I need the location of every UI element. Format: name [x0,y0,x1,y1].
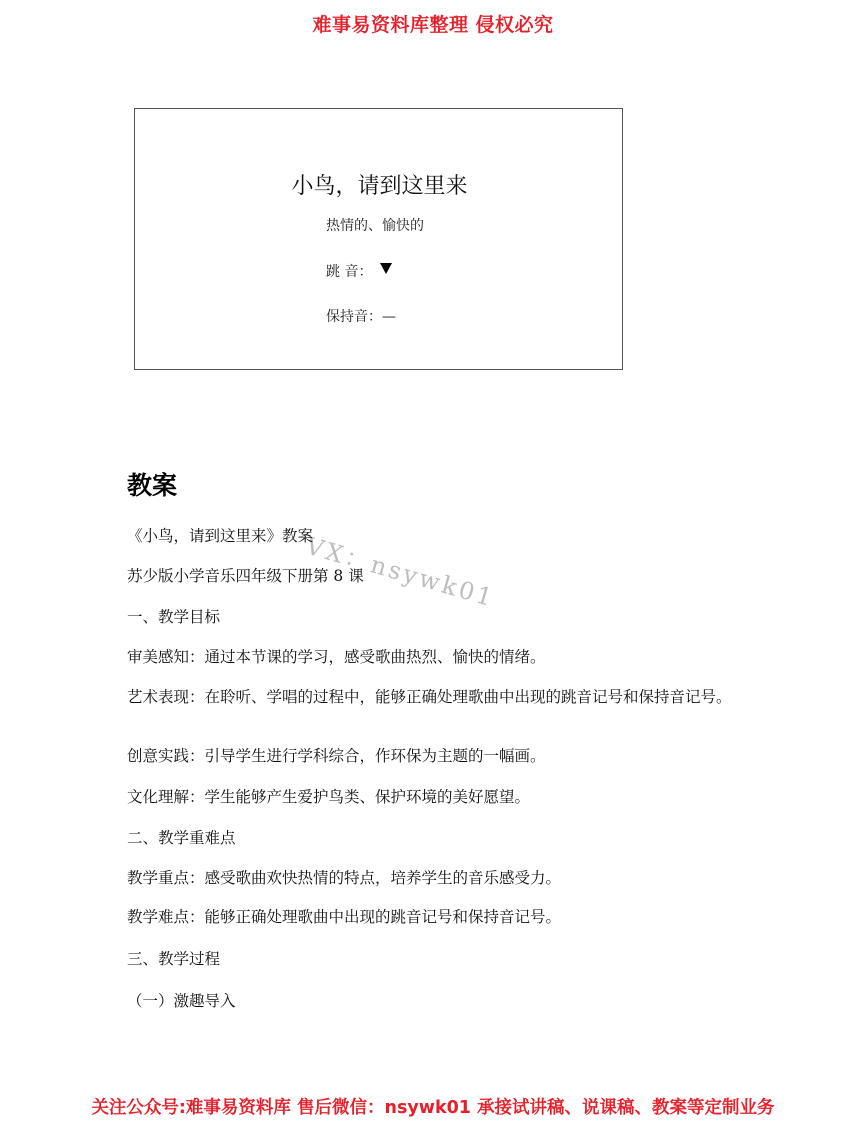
section-title-goals: 一、教学目标 [127,608,221,626]
section-title-keypoints: 二、教学重难点 [127,829,236,847]
goal-culture: 文化理解：学生能够产生爱护鸟类、保护环境的美好愿望。 [127,788,531,806]
goal-performance: 艺术表现：在聆听、学唱的过程中，能够正确处理歌曲中出现的跳音记号和保持音记号。 [127,688,732,706]
header-banner: 难事易资料库整理 侵权必究 [312,14,554,36]
watermark: VX：nsywk01 [302,531,499,613]
song-title: 小鸟，请到这里来 [291,174,468,199]
goal-creative: 创意实践：引导学生进行学科综合，作环保为主题的一幅画。 [127,747,546,765]
song-mood: 热情的、愉快的 [326,218,424,234]
grade-line: 苏少版小学音乐四年级下册第 8 课 [127,567,364,585]
process-step-intro: （一）激趣导入 [127,992,236,1010]
section-heading: 教案 [127,471,178,500]
section-title-process: 三、教学过程 [127,950,221,968]
key-point: 教学重点：感受歌曲欢快热情的特点，培养学生的音乐感受力。 [127,869,562,887]
staccato-row [326,261,392,281]
song-info-card [134,108,623,370]
goal-aesthetic: 审美感知：通过本节课的学习，感受歌曲热烈、愉快的情绪。 [127,648,546,666]
footer-banner: 关注公众号:难事易资料库 售后微信：nsywk01 承接试讲稿、说课稿、教案等定制业务 [91,1098,775,1118]
staccato-triangle-icon [380,263,392,274]
difficult-point: 教学难点：能够正确处理歌曲中出现的跳音记号和保持音记号。 [127,908,562,926]
staccato-label: 跳 音： [326,264,373,280]
doc-title-line: 《小鸟，请到这里来》教案 [127,527,314,545]
sustain-label: 保持音：— [326,309,396,325]
